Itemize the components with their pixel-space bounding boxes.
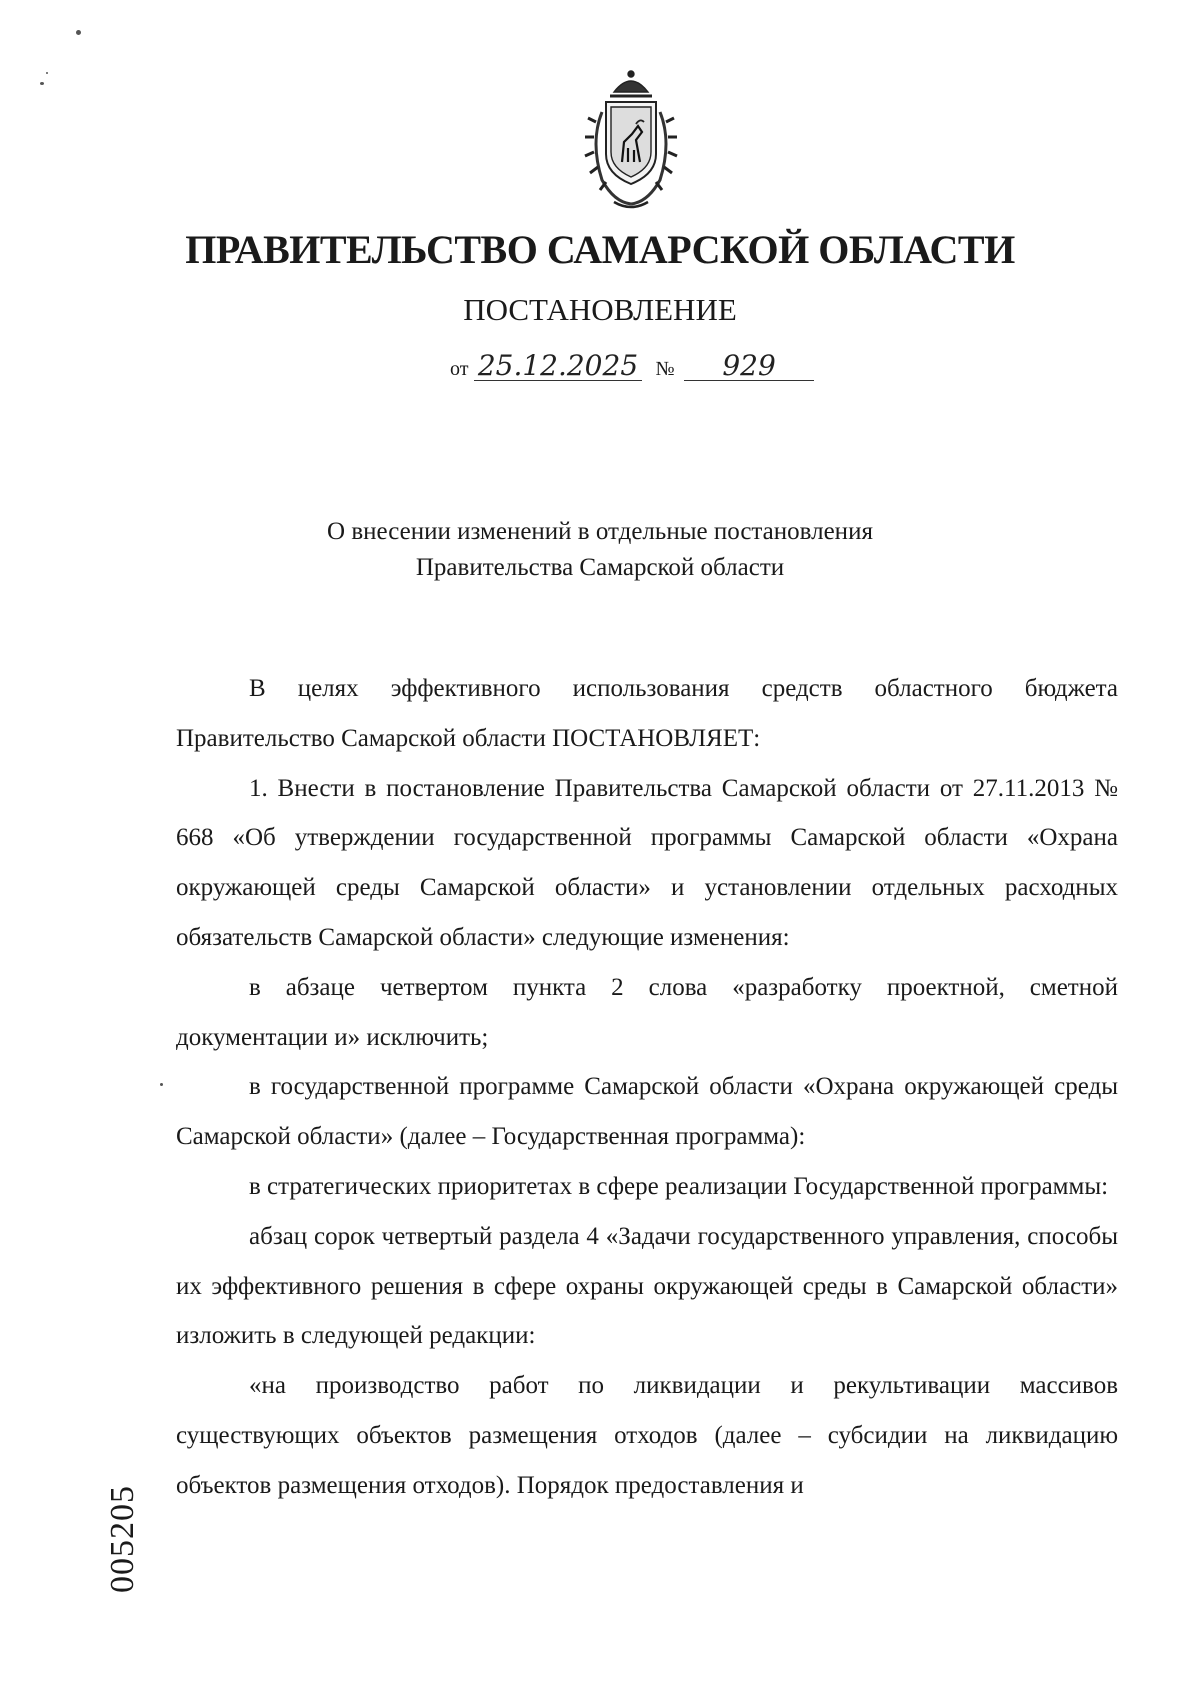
- date-number-line: [450, 349, 814, 382]
- body-paragraph: в абзаце четвертом пункта 2 слова «разработку проектной, сметной документации и» исключить;: [176, 973, 1118, 1051]
- number-label: №: [655, 358, 675, 380]
- body-paragraph: «на производство работ по ликвидации и рекультивации массивов существующих объектов размещения отходов (далее – субсидии на ликвидацию объектов размещения отходов). Порядок предоставления и: [176, 1372, 1118, 1499]
- date-value: 25.12.2025: [474, 352, 642, 381]
- scan-speck: [46, 72, 48, 74]
- subject-line: О внесении изменений в отдельные постановления: [327, 518, 873, 545]
- document-subject: [0, 514, 1200, 586]
- document-body: [176, 664, 1118, 1511]
- subject-line: Правительства Самарской области: [415, 554, 785, 581]
- scan-speck: [160, 1083, 163, 1086]
- scan-speck: [40, 82, 44, 85]
- date-label: от: [450, 358, 469, 380]
- body-paragraph: в стратегических приоритетах в сфере реализации Государственной программы:: [249, 1172, 1109, 1200]
- coat-of-arms-icon: [576, 62, 686, 214]
- body-paragraph: В целях эффективного использования средств областного бюджета Правительство Самарской области ПОСТАНОВЛЯЕТ:: [176, 675, 1118, 752]
- number-value: 929: [684, 352, 814, 381]
- serial-number: 005205: [104, 1485, 141, 1593]
- body-paragraph: в государственной программе Самарской области «Охрана окружающей среды Самарской области» (далее – Государственная программа):: [176, 1073, 1118, 1151]
- document-type: ПОСТАНОВЛЕНИЕ: [463, 292, 737, 327]
- body-paragraph: 1. Внести в постановление Правительства Самарской области от 27.11.2013 № 668 «Об утверждении государственной программы Самарской области «Охрана окружающей среды Самарской области» и установлении отдельных расходных обязательств Самарской области» следующие изменения:: [176, 774, 1118, 951]
- organization-title: ПРАВИТЕЛЬСТВО САМАРСКОЙ ОБЛАСТИ: [185, 227, 1015, 272]
- body-paragraph: абзац сорок четвертый раздела 4 «Задачи государственного управления, способы их эффективного решения в сфере охраны окружающей среды в Самарской области» изложить в следующей редакции:: [176, 1222, 1118, 1350]
- scan-speck: [76, 30, 81, 35]
